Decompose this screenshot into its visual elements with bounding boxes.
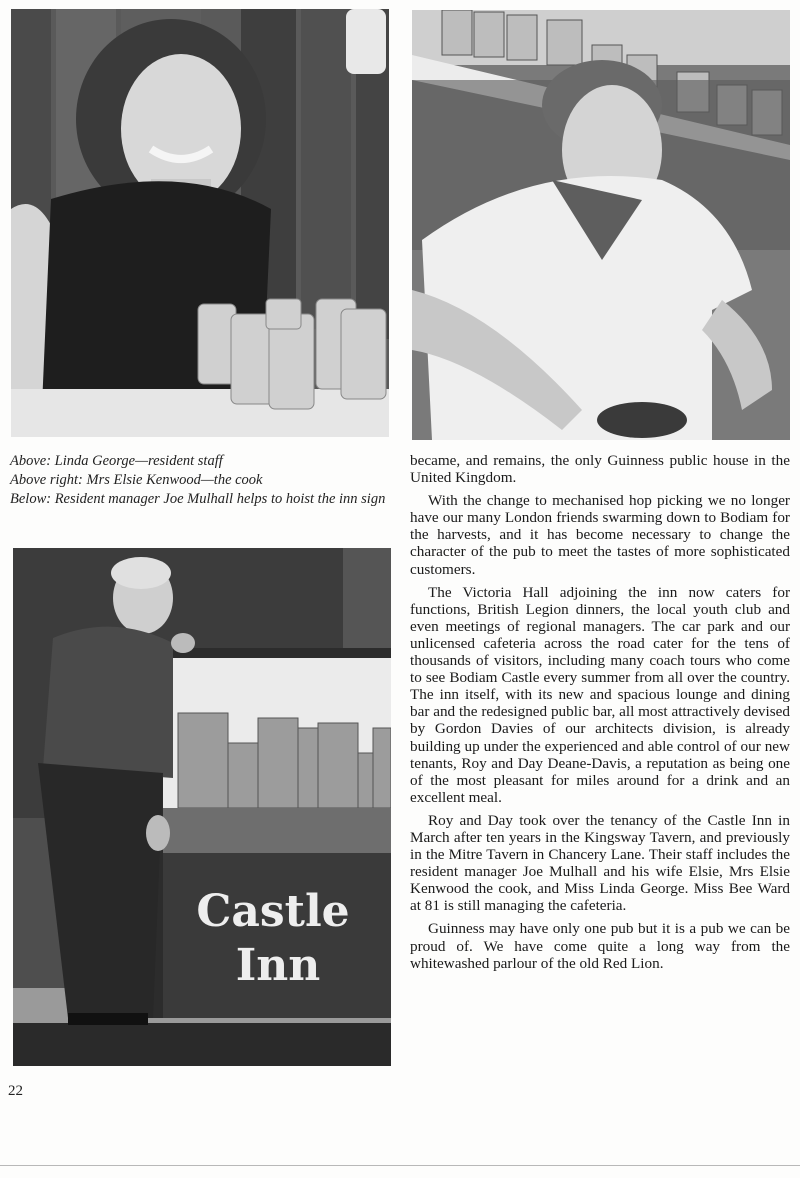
sign-text-inn: Inn [235, 940, 321, 991]
article-body [410, 452, 790, 978]
photo-elsie-kenwood [412, 10, 790, 440]
photo-joe-mulhall [13, 548, 391, 1066]
photo-elsie-image [412, 10, 790, 440]
caption-above: Above: Linda George—resident staff [10, 453, 223, 469]
caption-above-right: Above right: Mrs Elsie Kenwood—the cook [10, 472, 263, 488]
photo-linda-image [11, 9, 389, 437]
page-bottom-rule [0, 1165, 800, 1166]
page-number: 22 [8, 1083, 23, 1099]
article-paragraph: With the change to mechanised hop picking we no longer have our many London friends swarming down to Bodiam for the harvests, and it has become necessary to change the character of the pub to meet the tastes of more sophisticated customers. [410, 492, 790, 578]
caption-below: Below: Resident manager Joe Mulhall helps to hoist the inn sign [10, 491, 386, 507]
article-paragraph: The Victoria Hall adjoining the inn now caters for functions, British Legion dinners, the local youth club and even meetings of regional managers. The car park and our unlicensed cafeteria across the road cater for the tens of thousands of visitors, including many coach tours who come to see Bodiam Castle every summer from all over the country. The inn itself, with its new and spacious lounge and dining bar and the redesigned public bar, all most attractively devised by Gordon Davies of our architects division, is already building up under the experienced and able control of our new tenants, Roy and Day Deane-Davis, a reputation as being one of the most pleasant for miles around for a drink and an excellent meal. [410, 583, 790, 806]
article-paragraph: Guinness may have only one pub but it is a pub we can be proud of. We have come quite a long way from the whitewashed parlour of the old Red Lion. [410, 920, 790, 972]
sign-text-castle: Castle [196, 886, 350, 937]
article-paragraph: became, and remains, the only Guinness public house in the United Kingdom. [410, 452, 790, 487]
photo-linda-george [11, 9, 389, 437]
article-paragraph: Roy and Day took over the tenancy of the Castle Inn in March after ten years in the Kingsway Tavern, and previously in the Mitre Tavern in Chancery Lane. Their staff includes the resident manager Joe Mulhall and his wife Elsie, Mrs Elsie Kenwood the cook, and Miss Linda George. Miss Bee Ward at 81 is still managing the cafeteria. [410, 811, 790, 915]
photo-joe-image [13, 548, 391, 1066]
photo-captions [10, 452, 390, 509]
